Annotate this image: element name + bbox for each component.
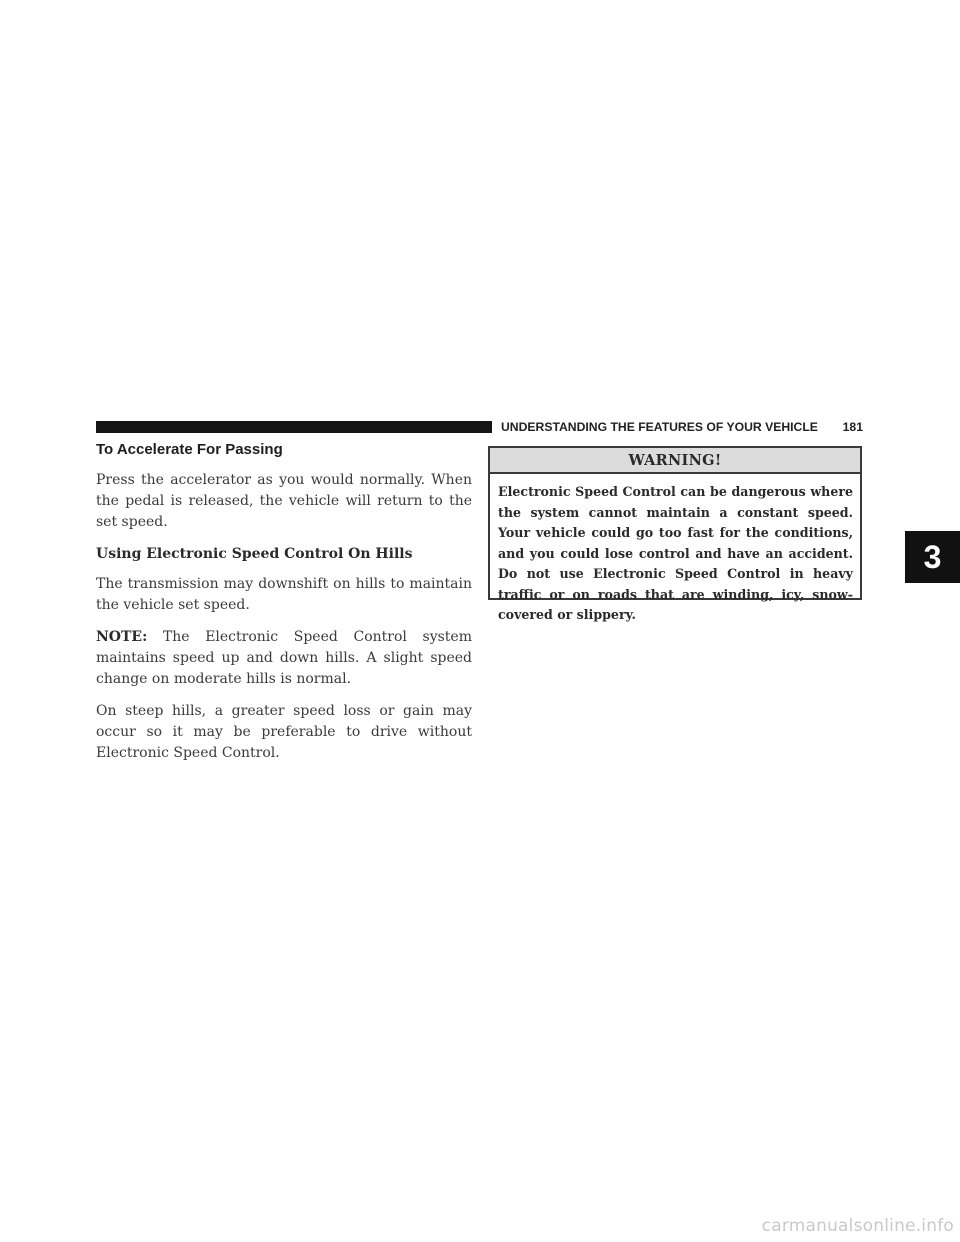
left-column (96, 440, 472, 775)
heading-accelerate-for-passing: To Accelerate For Passing (96, 441, 283, 458)
warning-body: Electronic Speed Control can be dangerous where the system cannot maintain a constant speed. Your vehicle could go too fast for the conditions, and you could lose control and have an accident. Do not use Electronic Speed Control in heavy traffic or on roads that are winding, icy, snow-covered or slippery. (498, 484, 853, 622)
warning-box (488, 446, 862, 622)
paragraph-passing: Press the accelerator as you would normally. When the pedal is released, the vehicle will return to the set speed. (96, 472, 472, 530)
page-number: 181 (842, 420, 863, 434)
running-header (501, 419, 863, 435)
heading-speed-control-hills: Using Electronic Speed Control On Hills (96, 546, 413, 562)
section-title: UNDERSTANDING THE FEATURES OF YOUR VEHICLE (501, 420, 818, 434)
warning-title: WARNING! (490, 448, 860, 474)
note-label: NOTE: (96, 629, 148, 645)
note-paragraph (96, 627, 472, 690)
header-rule-bar (96, 421, 492, 433)
chapter-tab: 3 (905, 531, 960, 583)
watermark: carmanualsonline.info (761, 1216, 954, 1236)
note-text: The Electronic Speed Control system maintains speed up and down hills. A slight speed change on moderate hills is normal. (96, 629, 472, 687)
paragraph-hills: The transmission may downshift on hills to maintain the vehicle set speed. (96, 576, 472, 613)
paragraph-steep-hills: On steep hills, a greater speed loss or gain may occur so it may be preferable to drive without Electronic Speed Control. (96, 703, 472, 761)
